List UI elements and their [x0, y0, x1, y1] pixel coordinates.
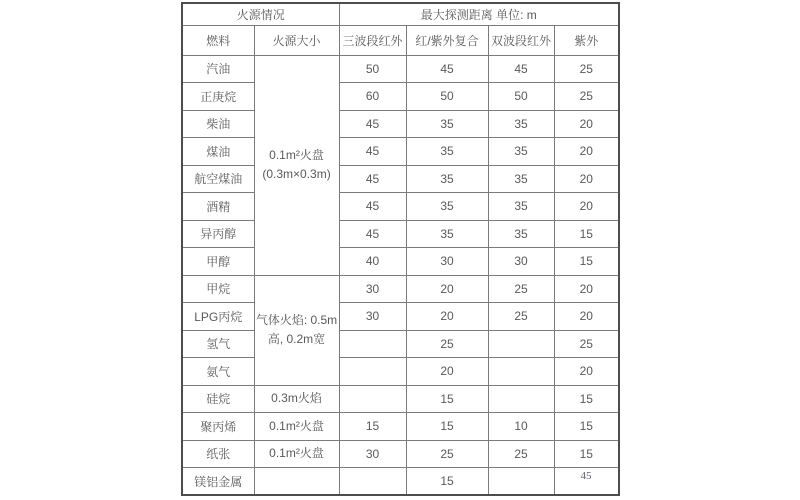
table-row: [182, 165, 619, 193]
fuel-cell: 酒精: [182, 193, 254, 221]
fuel-cell: 煤油: [182, 138, 254, 166]
fuel-cell: 甲醇: [182, 248, 254, 276]
fuel-cell: LPG丙烷: [182, 303, 254, 331]
fuel-cell: 正庚烷: [182, 83, 254, 111]
header-fire-source-group: 火源情况: [182, 3, 339, 25]
distance-value-cell: 25: [406, 440, 488, 468]
distance-value-cell: 35: [406, 138, 488, 166]
distance-value-cell: 40: [339, 248, 406, 276]
table-row: [182, 440, 619, 468]
distance-value-cell: [339, 468, 406, 496]
fuel-cell: 聚丙烯: [182, 413, 254, 441]
distance-value-cell: [488, 385, 554, 413]
table-row: [182, 275, 619, 303]
distance-value-cell: 35: [406, 220, 488, 248]
distance-value-cell: 20: [554, 275, 619, 303]
fuel-cell: 硅烷: [182, 385, 254, 413]
distance-value-cell: 25: [406, 330, 488, 358]
table-row: [182, 303, 619, 331]
distance-value-cell: 45: [339, 138, 406, 166]
distance-value-cell: [339, 385, 406, 413]
distance-value-cell: 35: [488, 220, 554, 248]
source-size-cell: 0.1m²火盘: [254, 413, 339, 441]
distance-value-cell: 45: [339, 110, 406, 138]
table-row: [182, 193, 619, 221]
distance-value-cell: 20: [406, 358, 488, 386]
distance-value-cell: 20: [554, 138, 619, 166]
source-size-cell: 0.3m火焰: [254, 385, 339, 413]
header-source-size: 火源大小: [254, 25, 339, 55]
distance-value-cell: 45: [339, 165, 406, 193]
distance-value-cell: 15: [406, 413, 488, 441]
distance-value-cell: 30: [339, 275, 406, 303]
distance-value-cell: [339, 358, 406, 386]
distance-value-cell: 20: [554, 193, 619, 221]
distance-value-cell: 50: [406, 83, 488, 111]
distance-value-cell: 35: [488, 193, 554, 221]
distance-value-cell: 25: [554, 330, 619, 358]
source-size-cell: 0.1m²火盘: [254, 440, 339, 468]
fuel-cell: 甲烷: [182, 275, 254, 303]
distance-value-cell: [339, 330, 406, 358]
fuel-cell: 航空煤油: [182, 165, 254, 193]
table-body: [182, 55, 619, 495]
header-ir-uv-combined: 红/紫外复合: [406, 25, 488, 55]
distance-value-cell: 45: [488, 55, 554, 83]
distance-value-cell: 25: [488, 303, 554, 331]
table-row: [182, 358, 619, 386]
page-number: 45: [580, 470, 592, 482]
source-size-cell: [254, 468, 339, 496]
distance-value-cell: 45: [339, 193, 406, 221]
fuel-cell: 柴油: [182, 110, 254, 138]
distance-value-cell: 25: [488, 275, 554, 303]
table-row: [182, 468, 619, 496]
distance-value-cell: 20: [554, 110, 619, 138]
distance-value-cell: 20: [554, 165, 619, 193]
header-max-distance-group: 最大探测距离 单位: m: [339, 3, 619, 25]
distance-value-cell: 25: [488, 440, 554, 468]
table-row: [182, 138, 619, 166]
header-triple-band-ir: 三波段红外: [339, 25, 406, 55]
distance-value-cell: 50: [488, 83, 554, 111]
table-row: [182, 248, 619, 276]
distance-value-cell: 30: [339, 303, 406, 331]
distance-value-cell: 35: [406, 165, 488, 193]
table-row: [182, 55, 619, 83]
distance-value-cell: 30: [488, 248, 554, 276]
fuel-cell: 异丙醇: [182, 220, 254, 248]
distance-value-cell: 60: [339, 83, 406, 111]
distance-value-cell: 20: [406, 275, 488, 303]
distance-value-cell: 20: [554, 358, 619, 386]
distance-value-cell: [488, 330, 554, 358]
distance-value-cell: 10: [488, 413, 554, 441]
fuel-cell: 氢气: [182, 330, 254, 358]
distance-value-cell: 35: [488, 165, 554, 193]
distance-value-cell: [488, 468, 554, 496]
distance-value-cell: 35: [406, 110, 488, 138]
distance-value-cell: 15: [406, 385, 488, 413]
distance-value-cell: 45: [339, 220, 406, 248]
distance-value-cell: 35: [406, 193, 488, 221]
distance-value-cell: 50: [339, 55, 406, 83]
source-size-cell: 气体火焰: 0.5m 高, 0.2m宽: [254, 275, 339, 385]
fuel-cell: 氨气: [182, 358, 254, 386]
table-row: [182, 220, 619, 248]
distance-value-cell: 15: [554, 220, 619, 248]
fire-detection-distance-table: [181, 2, 620, 496]
table-header-columns-row: [182, 25, 619, 55]
source-size-cell: 0.1m²火盘 (0.3m×0.3m): [254, 55, 339, 275]
distance-value-cell: 45: [406, 55, 488, 83]
fuel-cell: 汽油: [182, 55, 254, 83]
distance-value-cell: 30: [406, 248, 488, 276]
distance-value-cell: 15: [554, 413, 619, 441]
distance-value-cell: 20: [406, 303, 488, 331]
distance-value-cell: 35: [488, 110, 554, 138]
distance-value-cell: 15: [554, 385, 619, 413]
header-dual-band-ir: 双波段红外: [488, 25, 554, 55]
distance-value-cell: 30: [339, 440, 406, 468]
distance-value-cell: 35: [488, 138, 554, 166]
distance-value-cell: 15: [554, 440, 619, 468]
header-uv: 紫外: [554, 25, 619, 55]
distance-value-cell: 15: [339, 413, 406, 441]
table-row: [182, 385, 619, 413]
distance-value-cell: 25: [554, 55, 619, 83]
header-fuel: 燃料: [182, 25, 254, 55]
fuel-cell: 镁铝金属: [182, 468, 254, 496]
table-row: [182, 110, 619, 138]
distance-value-cell: 20: [554, 303, 619, 331]
table-row: [182, 83, 619, 111]
fuel-cell: 纸张: [182, 440, 254, 468]
distance-value-cell: [488, 358, 554, 386]
distance-value-cell: 25: [554, 83, 619, 111]
table-header-group-row: [182, 3, 619, 25]
distance-value-cell: 15: [406, 468, 488, 496]
table-row: [182, 413, 619, 441]
distance-value-cell: 15: [554, 248, 619, 276]
table-row: [182, 330, 619, 358]
